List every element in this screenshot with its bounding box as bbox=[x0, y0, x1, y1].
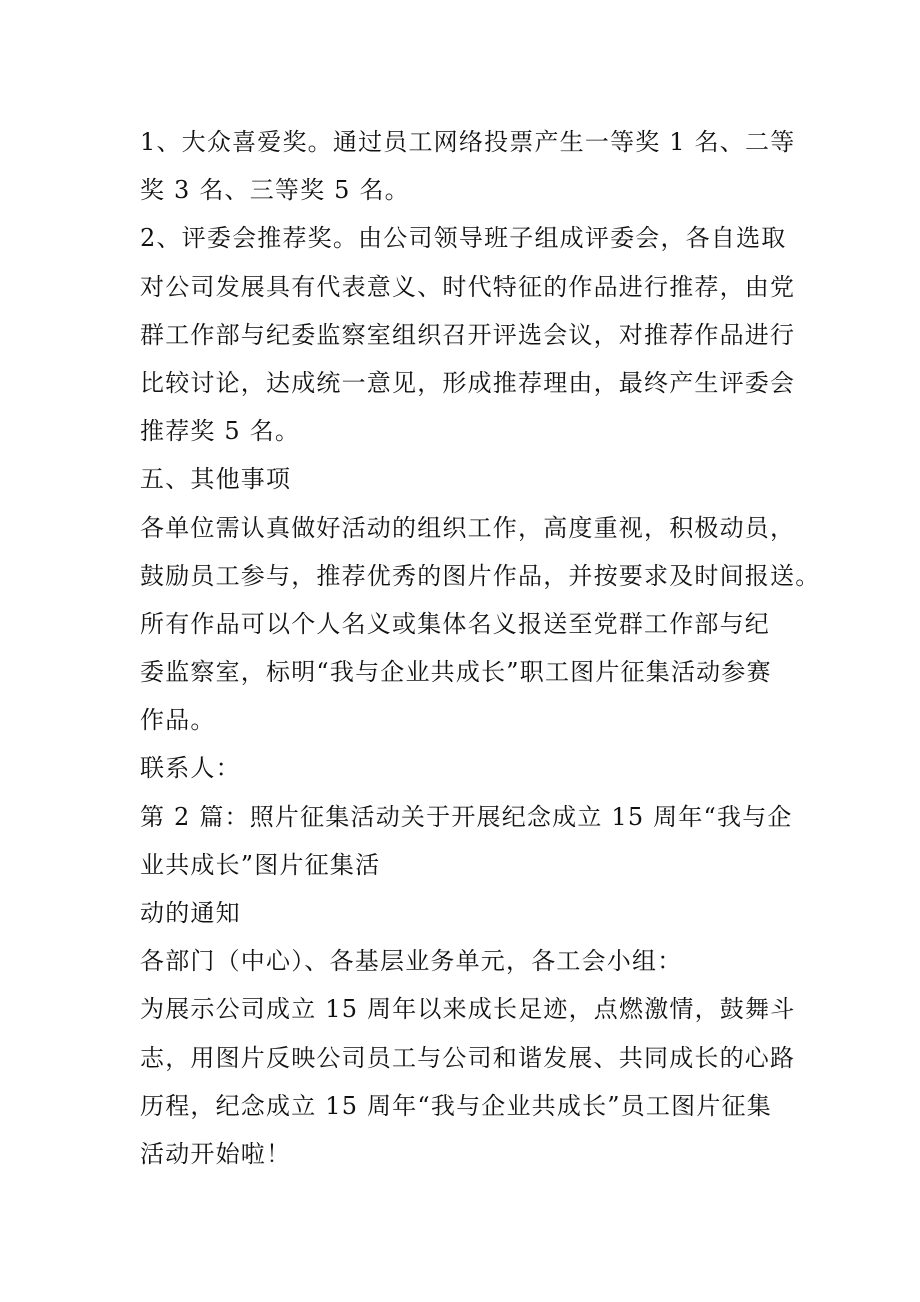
contact-label: 联系人： bbox=[140, 754, 241, 783]
text-line-award-committee: 2、评委会推荐奖。由公司领导班子组成评委会，各自选取 bbox=[140, 224, 787, 253]
article-title: 第 2 篇：照片征集活动关于开展纪念成立 15 周年“我与企 bbox=[140, 802, 793, 831]
text-line: 比较讨论，达成统一意见，形成推荐理由，最终产生评委会 bbox=[140, 368, 796, 397]
text-line: 奖 3 名、三等奖 5 名。 bbox=[140, 176, 410, 205]
text-line: 所有作品可以个人名义或集体名义报送至党群工作部与纪 bbox=[140, 609, 770, 638]
text-line: 志，用图片反映公司员工与公司和谐发展、共同成长的心路 bbox=[140, 1043, 796, 1072]
article-title-continued: 动的通知 bbox=[140, 899, 241, 927]
text-line: 各单位需认真做好活动的组织工作，高度重视，积极动员， bbox=[140, 513, 796, 542]
salutation: 各部门（中心）、各基层业务单元，各工会小组： bbox=[140, 947, 683, 976]
text-line: 活动开始啦！ bbox=[140, 1139, 292, 1168]
text-line: 委监察室，标明“我与企业共成长”职工图片征集活动参赛 bbox=[140, 658, 772, 687]
article-title-continued: 业共成长”图片征集活 bbox=[140, 850, 381, 879]
text-line: 对公司发展具有代表意义、时代特征的作品进行推荐，由党 bbox=[140, 272, 796, 301]
text-line: 作品。 bbox=[140, 706, 216, 735]
text-line: 推荐奖 5 名。 bbox=[140, 417, 301, 446]
section-heading-other-matters: 五、其他事项 bbox=[140, 465, 292, 494]
text-line: 历程，纪念成立 15 周年“我与企业共成长”员工图片征集 bbox=[140, 1091, 772, 1120]
text-line-award-popular: 1、大众喜爱奖。通过员工网络投票产生一等奖 1 名、二等 bbox=[140, 128, 796, 156]
text-line: 鼓励员工参与，推荐优秀的图片作品，并按要求及时间报送。 bbox=[140, 561, 821, 590]
text-line: 群工作部与纪委监察室组织召开评选会议，对推荐作品进行 bbox=[140, 320, 796, 349]
document-body bbox=[140, 118, 821, 1178]
text-line: 为展示公司成立 15 周年以来成长足迹，点燃激情，鼓舞斗 bbox=[140, 995, 796, 1024]
